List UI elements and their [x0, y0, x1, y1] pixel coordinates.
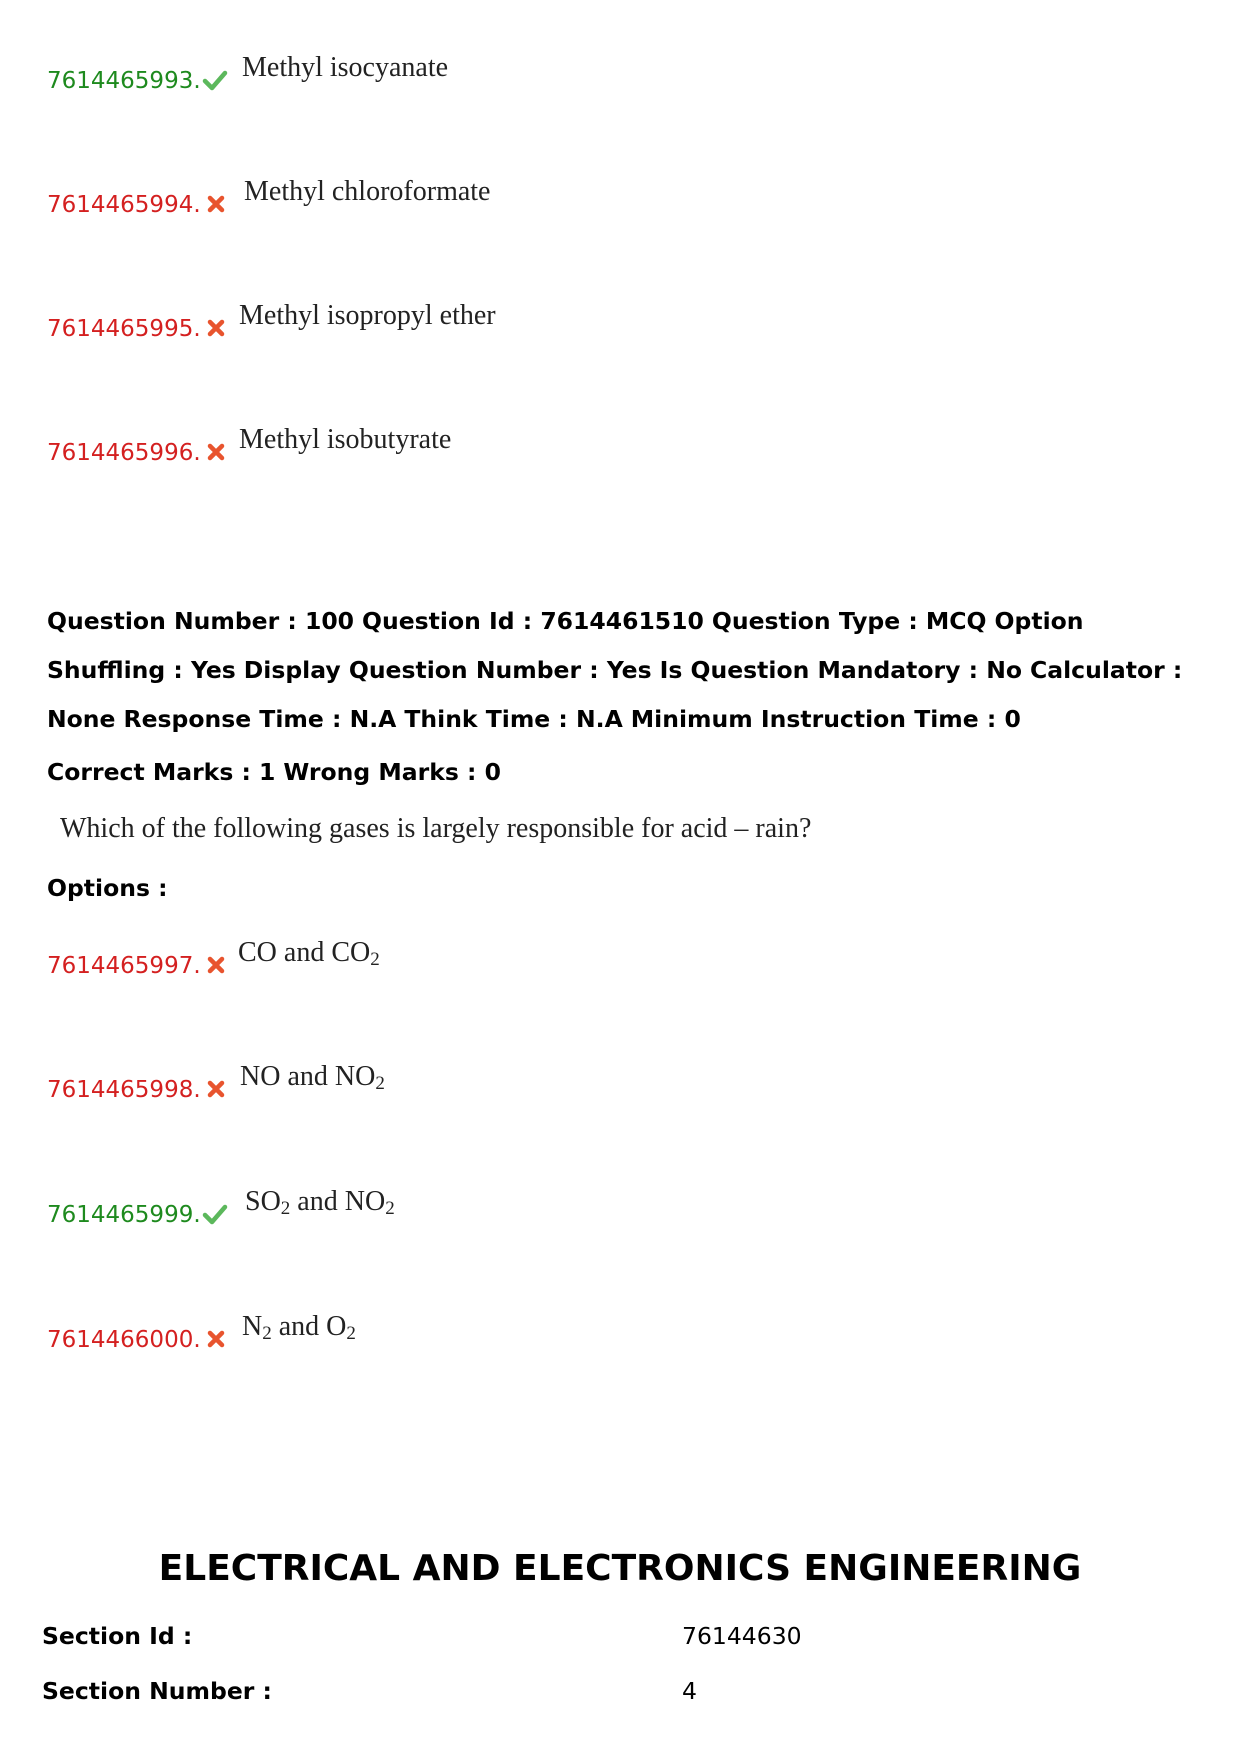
- option-text: Methyl chloroformate: [244, 176, 491, 207]
- section-title: ELECTRICAL AND ELECTRONICS ENGINEERING: [158, 1548, 1082, 1589]
- question-number: Question Number : 100: [47, 607, 355, 635]
- option-shuffling: Option Shuffling : Yes: [47, 607, 1084, 684]
- response-time: Response Time : N.A: [123, 705, 397, 733]
- think-time: Think Time : N.A: [404, 705, 623, 733]
- option-text: Methyl isobutyrate: [239, 424, 452, 455]
- cross-icon: [203, 1077, 229, 1101]
- correct-marks: Correct Marks : 1: [47, 758, 276, 786]
- option-text: Methyl isopropyl ether: [239, 300, 496, 331]
- option-id: 7614465993.: [47, 68, 201, 94]
- options-label: Options :: [47, 874, 168, 902]
- section-number-value: 4: [682, 1677, 697, 1705]
- option-id: 7614466000.: [47, 1327, 201, 1353]
- check-icon: [202, 68, 228, 92]
- section-number-label: Section Number :: [42, 1677, 272, 1705]
- option-text: $N_2$ and $O_2$: [242, 1311, 356, 1344]
- cross-icon: [203, 192, 229, 216]
- option-text: CO and $CO_2$: [238, 937, 380, 970]
- option-id: 7614465996.: [47, 440, 201, 466]
- question-meta: [47, 597, 1207, 744]
- section-id-value: 76144630: [682, 1622, 802, 1650]
- question-text: Which of the following gases is largely responsible for acid – rain?: [60, 813, 812, 844]
- is-mandatory: Is Question Mandatory : No: [659, 656, 1023, 684]
- calculator: Calculator : None: [47, 656, 1183, 733]
- section-id-label: Section Id :: [42, 1622, 193, 1650]
- option-text: NO and $NO_2$: [240, 1061, 385, 1094]
- option-id: 7614465995.: [47, 316, 201, 342]
- cross-icon: [203, 953, 229, 977]
- cross-icon: [203, 440, 229, 464]
- option-id: 7614465998.: [47, 1077, 201, 1103]
- option-id: 7614465999.: [47, 1202, 201, 1228]
- display-question-number: Display Question Number : Yes: [243, 656, 652, 684]
- option-text: $SO_2$ and $NO_2$: [245, 1186, 395, 1219]
- question-id: Question Id : 7614461510: [362, 607, 704, 635]
- marks-line: [47, 758, 509, 786]
- cross-icon: [203, 316, 229, 340]
- min-instruction-time: Minimum Instruction Time : 0: [630, 705, 1021, 733]
- wrong-marks: Wrong Marks : 0: [283, 758, 501, 786]
- question-type: Question Type : MCQ: [711, 607, 987, 635]
- check-icon: [202, 1202, 228, 1226]
- option-id: 7614465997.: [47, 953, 201, 979]
- option-text: Methyl isocyanate: [242, 52, 449, 83]
- option-id: 7614465994.: [47, 192, 201, 218]
- cross-icon: [203, 1327, 229, 1351]
